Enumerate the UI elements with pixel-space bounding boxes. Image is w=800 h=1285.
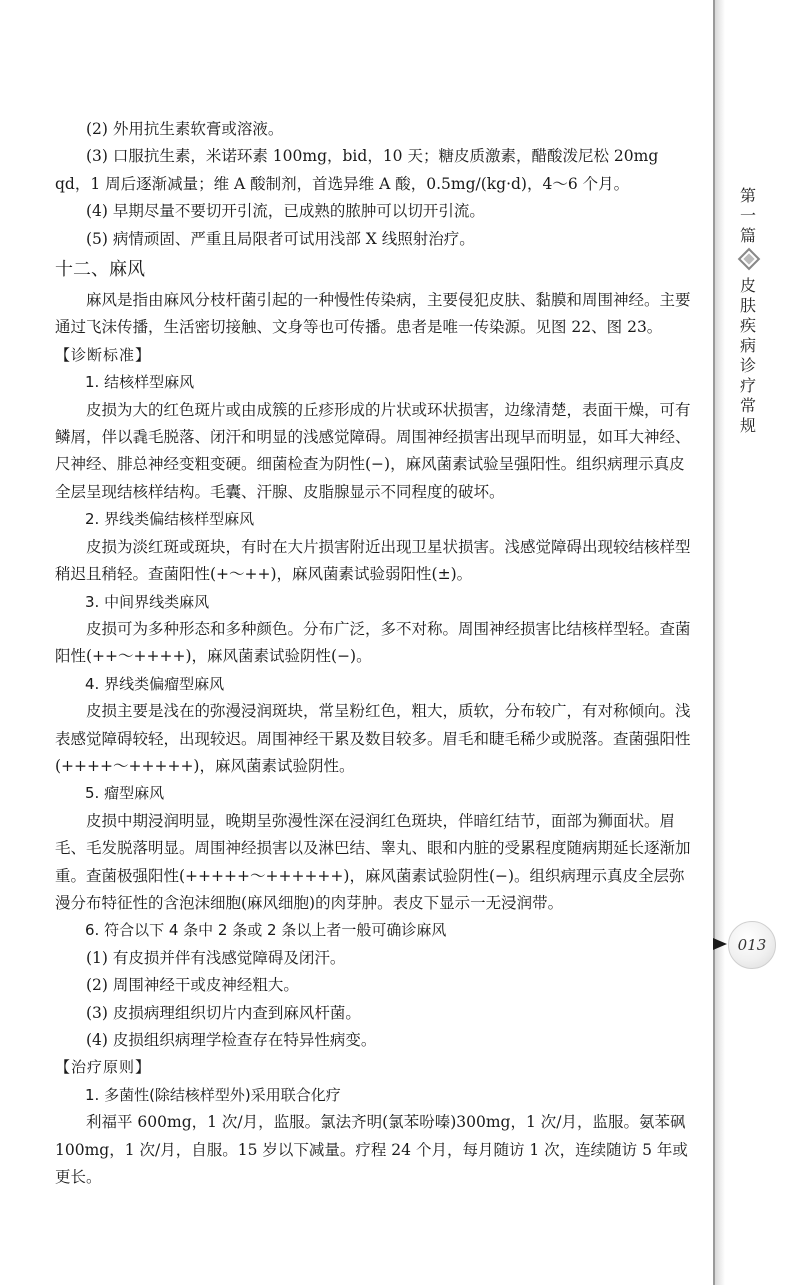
title-char: 疾: [739, 316, 756, 335]
diagnosis-criteria-6-title: 6. 符合以下 4 条中 2 条或 2 条以上者一般可确诊麻风: [85, 921, 447, 940]
criteria-item: (3) 皮损病理组织切片内查到麻风杆菌。: [86, 1003, 361, 1022]
chapter-title-vertical: [737, 276, 759, 436]
page-body: [55, 116, 697, 1191]
diagnosis-criteria-heading: 【诊断标准】: [55, 345, 152, 364]
diagnosis-type-3-title: 3. 中间界线类麻风: [85, 592, 210, 611]
title-char: 病: [739, 336, 756, 355]
diagnosis-type-2-body: 皮损为淡红斑或斑块，有时在大片损害附近出现卫星状损害。浅感觉障碍出现较结核样型稍迟且稍轻。查菌阳性(+～++)，麻风菌素试验弱阳性(±)。: [55, 537, 691, 584]
intro-paragraph: 麻风是指由麻风分枝杆菌引起的一种慢性传染病，主要侵犯皮肤、黏膜和周围神经。主要通过飞沫传播，生活密切接触、文身等也可传播。患者是唯一传染源。见图 22、图 23。: [55, 291, 691, 337]
diagnosis-type-1-title: 1. 结核样型麻风: [85, 373, 195, 392]
treatment-item-5: (5) 病情顽固、严重且局限者可试用浅部 X 线照射治疗。: [86, 229, 475, 248]
diagnosis-type-3-body: 皮损可为多种形态和多种颜色。分布广泛，多不对称。周围神经损害比结核样型轻。查菌阳性(++～++++)，麻风菌素试验阴性(−)。: [55, 619, 691, 666]
diagnosis-type-2-title: 2. 界线类偏结核样型麻风: [85, 510, 255, 529]
section-title: 十二、麻风: [55, 259, 145, 281]
diagnosis-type-4-body: 皮损主要是浅在的弥漫浸润斑块，常呈粉红色，粗大，质软，分布较广，有对称倾向。浅表感觉障碍较轻，出现较迟。周围神经干累及数目较多。眉毛和睫毛稀少或脱落。查菌强阳性(++++～+++++)，麻风菌素试验阴性。: [55, 702, 691, 775]
title-char: 疗: [739, 376, 756, 395]
treatment-item-4: (4) 早期尽量不要切开引流，已成熟的脓肿可以切开引流。: [86, 202, 485, 221]
diagnosis-type-4-title: 4. 界线类偏瘤型麻风: [85, 674, 225, 693]
diamond-icon: [738, 248, 761, 271]
treatment-1-body: 利福平 600mg，1 次/月，监服。氯法齐明(氯苯吩嗪)300mg，1 次/月，监服。氨苯砜 100mg，1 次/月，自服。15 岁以下减量。疗程 24 个月，每月随访 1 次，连续随访 5 年或更长。: [55, 1113, 688, 1187]
side-rail: [713, 0, 800, 1285]
rail-shade: [715, 0, 725, 1285]
diagnosis-type-5-body: 皮损中期浸润明显，晚期呈弥漫性深在浸润红色斑块，伴暗红结节，面部为狮面状。眉毛、毛发脱落明显。周围神经损害以及淋巴结、睾丸、眼和内脏的受累程度随病期延长逐渐加重。查菌极强阳性(+++++～++++++)，麻风菌素试验阴性(−)。组织病理示真皮全层弥漫分布特征性的含泡沫细胞(麻风细胞)的肉芽肿。表皮下显示一无浸润带。: [55, 811, 691, 912]
part-char: 篇: [739, 226, 756, 245]
part-char: 一: [739, 206, 756, 225]
treatment-1-title: 1. 多菌性(除结核样型外)采用联合化疗: [85, 1085, 341, 1104]
diagnosis-type-1-body: 皮损为大的红色斑片或由成簇的丘疹形成的片状或环状损害，边缘清楚，表面干燥，可有鳞屑，伴以毳毛脱落、闭汗和明显的浅感觉障碍。周围神经损害出现早而明显，如耳大神经、尺神经、腓总神经变粗变硬。细菌检查为阴性(−)，麻风菌素试验呈强阳性。组织病理示真皮全层呈现结核样结构。毛囊、汗腺、皮脂腺显示不同程度的破坏。: [55, 400, 691, 501]
title-char: 规: [739, 416, 756, 435]
page-pointer-icon: [713, 938, 727, 950]
title-char: 肤: [739, 296, 756, 315]
diagnosis-type-5-title: 5. 瘤型麻风: [85, 784, 165, 803]
treatment-item-2: (2) 外用抗生素软膏或溶液。: [86, 120, 284, 138]
title-char: 皮: [739, 276, 756, 295]
rail-divider: [713, 0, 715, 1285]
criteria-item: (1) 有皮损并伴有浅感觉障碍及闭汗。: [86, 948, 346, 967]
page-number: 013: [728, 921, 776, 969]
treatment-principles-heading: 【治疗原则】: [55, 1058, 152, 1077]
criteria-item: (2) 周围神经干或皮神经粗大。: [86, 976, 299, 995]
criteria-item: (4) 皮损组织病理学检查存在特异性病变。: [86, 1031, 377, 1049]
treatment-item-3: (3) 口服抗生素，米诺环素 100mg，bid，10 天；糖皮质激素，醋酸泼尼松 20mg qd，1 周后逐渐减量；维 A 酸制剂，首选异维 A 酸，0.5mg/(kg·d)，4～6 个月。: [55, 147, 659, 193]
title-char: 诊: [739, 356, 756, 375]
title-char: 常: [739, 396, 756, 415]
part-char: 第: [739, 186, 756, 205]
part-label: [737, 186, 759, 246]
